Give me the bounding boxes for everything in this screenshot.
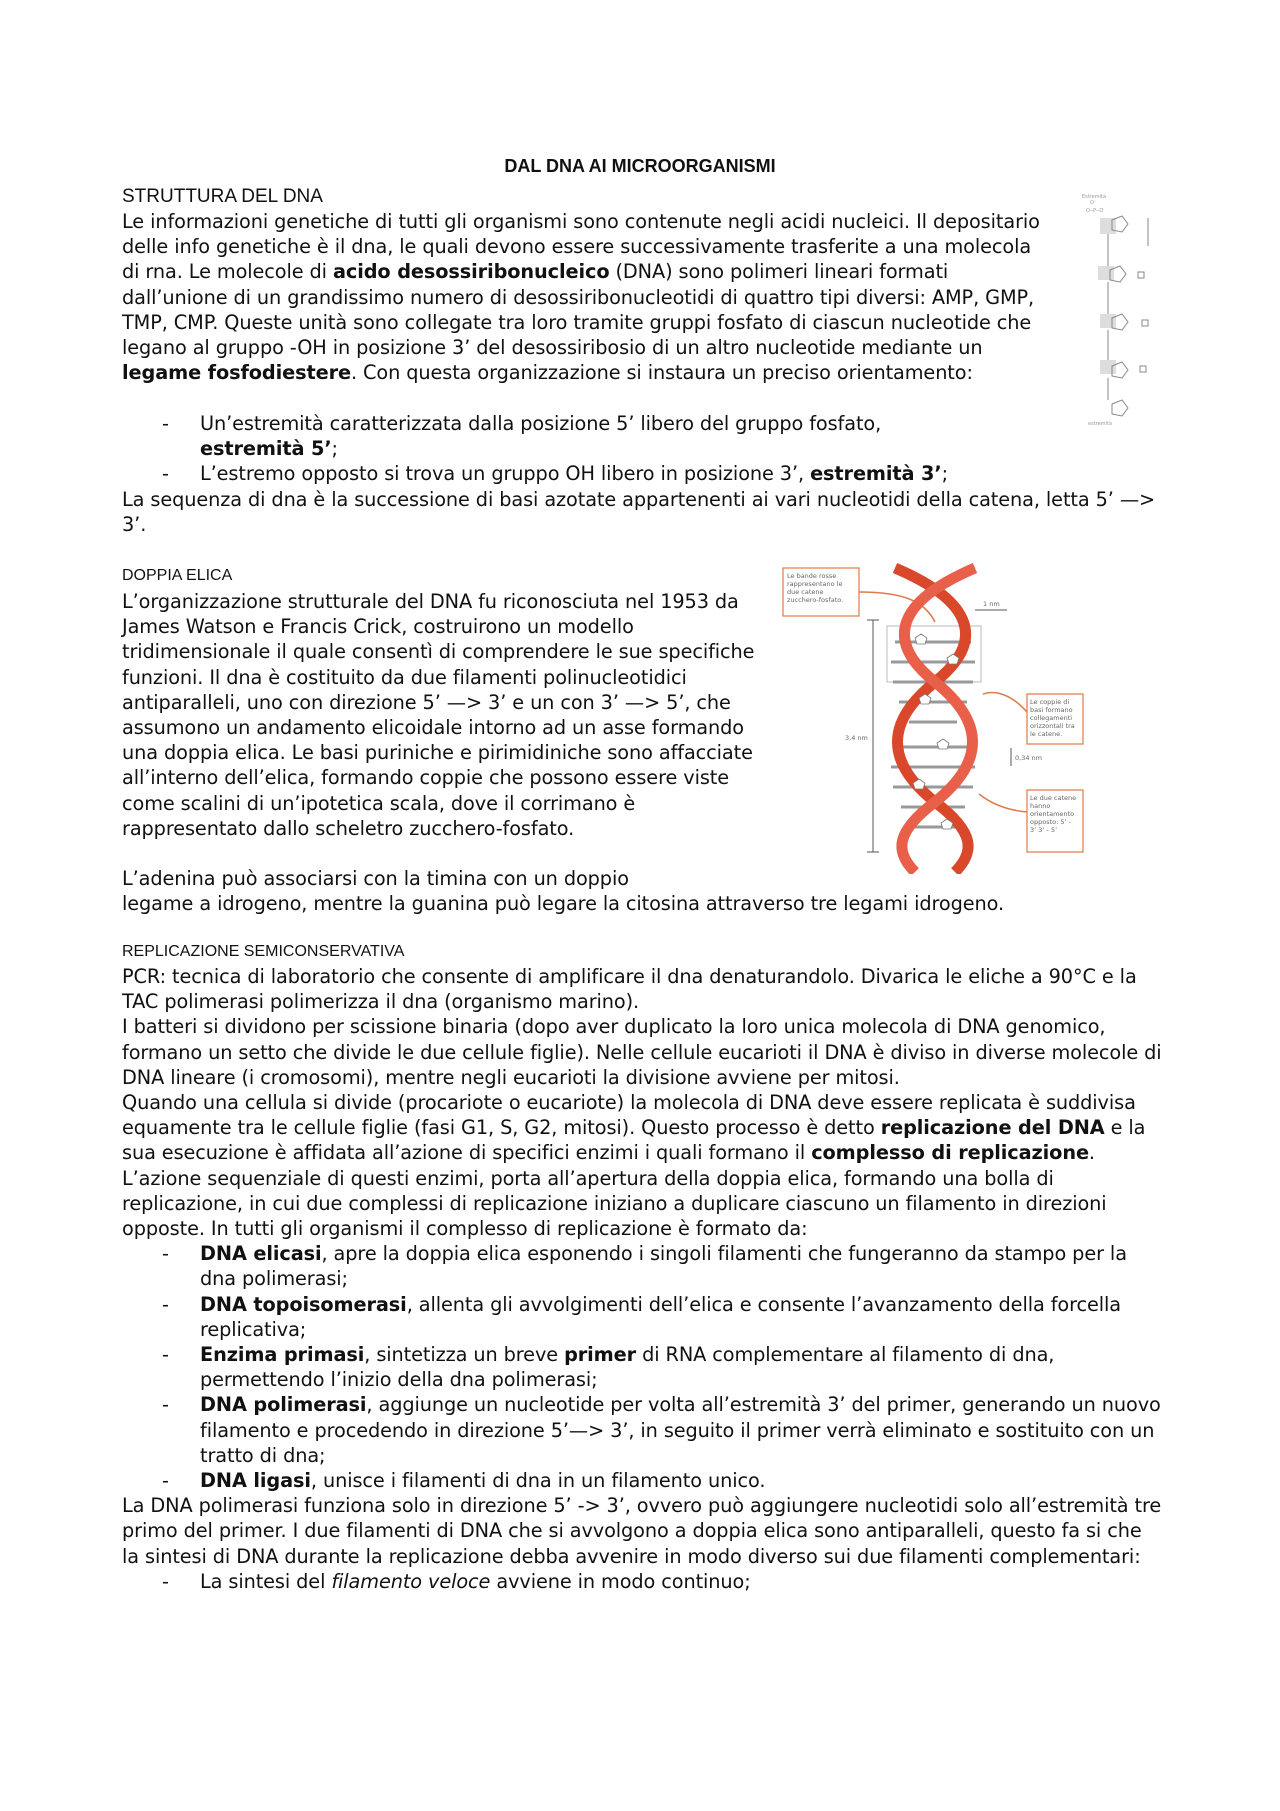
doppia-elica-paragraph-1: L’organizzazione strutturale del DNA fu riconosciuta nel 1953 da James Watson e Francis Crick, costruirono un modello tridimensionale il quale consentì di comprendere le sue specifiche funzioni. Il dna è costituito da due filamenti polinucleotidici antiparalleli, uno con direzione 5’ —> 3’ e un con 3’ —> 5’, che assumono un andamento elicoidale intorno ad un asse formando una doppia elica. Le basi puriniche e pirimidiniche sono affacciate all’interno dell’elica, formando coppie che possono essere viste come scalini di un’ipotetica scala, dove il corrimano è rappresentato dallo scheletro zucchero-fosfato. [122, 590, 755, 840]
svg-text:estremità: estremità [1088, 421, 1112, 427]
heading-doppia-elica: DOPPIA ELICA [122, 567, 233, 584]
doppia-elica-paragraph-2: L’adenina può associarsi con la timina con un doppio legame a idrogeno, mentre la guanina può legare la citosina attraverso tre legami idrogeno. [122, 867, 1004, 916]
list-item: - Enzima primasi, sintetizza un breve primer di RNA complementare al filamento di dna, permettendo l’inizio della dna polimerasi; [122, 1342, 1162, 1392]
list-item: - DNA elicasi, apre la doppia elica esponendo i singoli filamenti che fungeranno da stampo per la dna polimerasi; [122, 1241, 1162, 1291]
synthesis-list [122, 1569, 1162, 1594]
replicazione-batteri: I batteri si dividono per scissione binaria (dopo aver duplicato la loro unica molecola di DNA genomico, formano un setto che divide le due cellule figlie). Nelle cellule eucarioti il DNA è diviso in diverse molecole di DNA lineare (i cromosomi), mentre negli eucarioti la divisione avviene per mitosi. [122, 1015, 1162, 1089]
document-title: DAL DNA AI MICROORGANISMI [504, 156, 776, 176]
enzyme-list [122, 1241, 1162, 1493]
replicazione-body [122, 964, 1162, 1594]
replicazione-complesso: Quando una cellula si divide (procariote o eucariote) la molecola di DNA deve essere replicata è suddivisa equamente tra le cellule figlie (fasi G1, S, G2, mitosi). Questo processo è detto replicazione del DNA e la sua esecuzione è affidata all’azione di specifici enzimi i quali formano il complesso di replicazione. L’azione sequenziale di questi enzimi, porta all’apertura della doppia elica, formando una bolla di replicazione, in cui due complessi di replicazione iniziano a duplicare ciascuno un filamento in direzioni opposte. In tutti gli organismi il complesso di replicazione è formato da: [122, 1091, 1146, 1241]
label-red-bands: Le bande rosse rappresentano le due catene zucchero-fosfato. [787, 572, 844, 604]
list-item: - DNA ligasi, unisce i filamenti di dna in un filamento unico. [122, 1468, 1162, 1493]
list-item: - L’estremo opposto si trova un gruppo OH libero in posizione 3’, estremità 3’; [122, 461, 1082, 486]
list-item: - DNA polimerasi, aggiunge un nucleotide per volta all’estremità 3’ del primer, generando un nuovo filamento e procedendo in direzione 5’—> 3’, in seguito il primer verrà eliminato e sostituito con un tratto di dna; [122, 1392, 1162, 1468]
svg-text:O⁻: O⁻ [1090, 200, 1097, 206]
replicazione-polimerasi: La DNA polimerasi funziona solo in direzione 5’ -> 3’, ovvero può aggiungere nucleotidi solo all’estremità tre primo del primer. I due filamenti di DNA che si avvolgono a doppia elica sono antiparalleli, questo fa si che la sintesi di DNA durante la replicazione debba avvenire in modo diverso sui due filamenti complementari: [122, 1494, 1162, 1568]
heading-replicazione: REPLICAZIONE SEMICONSERVATIVA [122, 943, 405, 960]
heading-struttura: STRUTTURA DEL DNA [122, 186, 323, 207]
label-antiparallel: Le due catene hanno orientamento opposto: 5’ -3’ 3’ - 5’ [1030, 794, 1077, 834]
struttura-paragraph-2: La sequenza di dna è la successione di basi azotate appartenenti ai vari nucleotidi della catena, letta 5’ —> 3’. [122, 487, 1156, 536]
nucleotide-chain-figure [1078, 190, 1156, 428]
label-base-pairs: Le coppie di basi formano collegamenti orizzontali tra le catene. [1030, 698, 1075, 738]
list-item: - Un’estremità caratterizzata dalla posizione 5’ libero del gruppo fosfato, estremità 5’; [122, 411, 900, 461]
struttura-list [122, 411, 1156, 537]
replicazione-pcr: PCR: tecnica di laboratorio che consente di amplificare il dna denaturandolo. Divarica le eliche a 90°C e la TAC polimerasi polimerizza il dna (organismo marino). [122, 965, 1137, 1014]
label-step: 0,34 nm [1015, 754, 1042, 762]
list-item: - DNA topoisomerasi, allenta gli avvolgimenti dell’elica e consente l’avanzamento della forcella replicativa; [122, 1292, 1162, 1342]
svg-text:Estremità: Estremità [1082, 194, 1107, 200]
double-helix-figure [775, 562, 1087, 874]
label-width: 1 nm [983, 600, 1000, 608]
label-height: 3,4 nm [845, 734, 868, 742]
list-item: - La sintesi del filamento veloce avviene in modo continuo; [122, 1569, 1162, 1594]
struttura-paragraph-1: Le informazioni genetiche di tutti gli organismi sono contenute negli acidi nucleici. Il depositario delle info genetiche è il dna, le quali devono essere successivamente trasferite a una molecola di rna. Le molecole di acido desossiribonucleico (DNA) sono polimeri lineari formati dall’unione di un grandissimo numero di desossiribonucleotidi di quattro tipi diversi: AMP, GMP, TMP, CMP. Queste unità sono collegate tra loro tramite gruppi fosfato di ciascun nucleotide che legano al gruppo -OH in posizione 3’ del desossiribosio di un altro nucleotide mediante un legame fosfodiestere. Con questa organizzazione si instaura un preciso orientamento: [122, 210, 1040, 385]
svg-text:O‒P‒O: O‒P‒O [1086, 208, 1104, 214]
